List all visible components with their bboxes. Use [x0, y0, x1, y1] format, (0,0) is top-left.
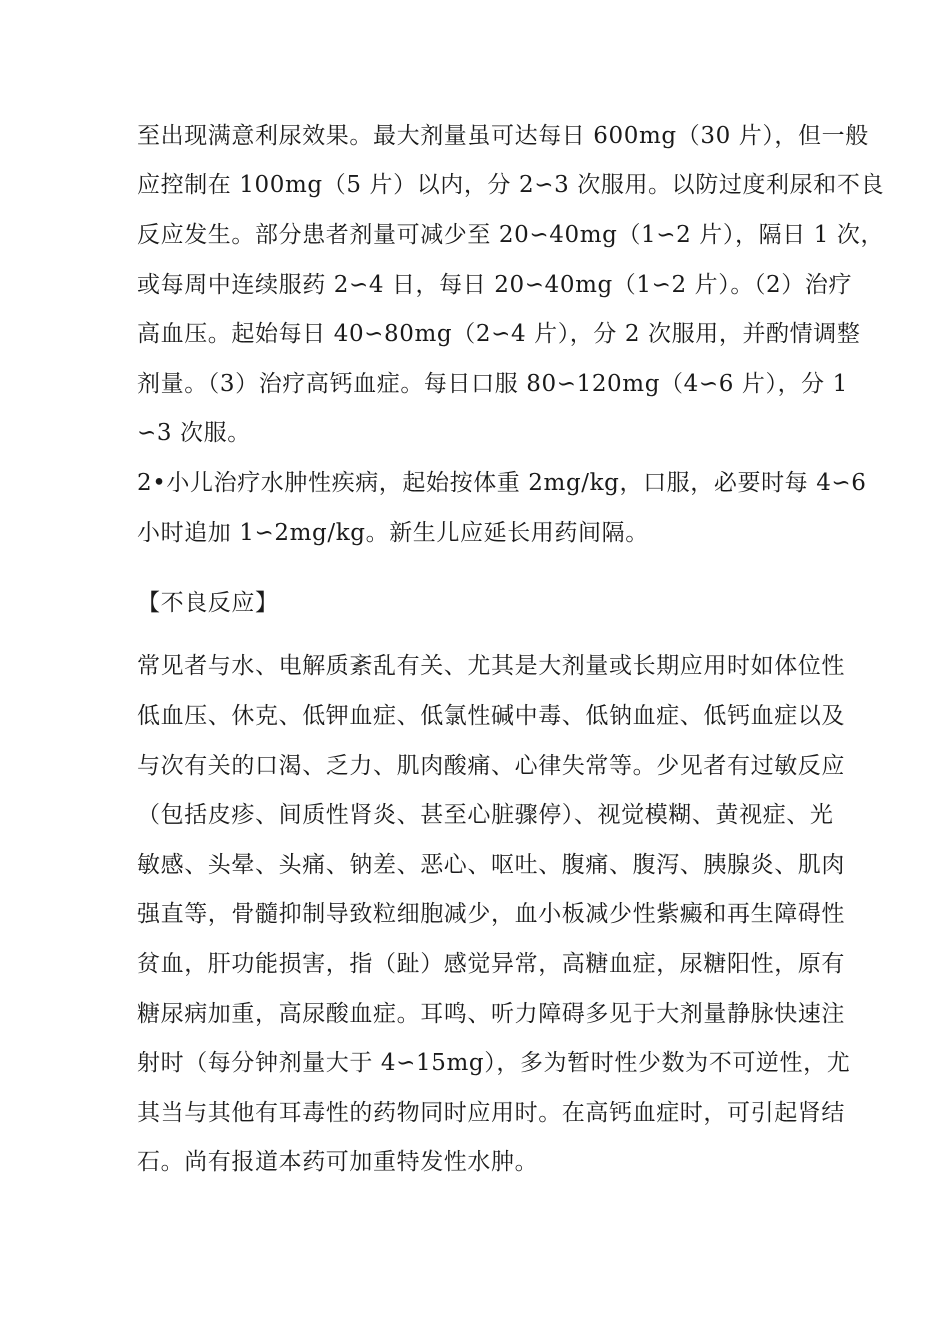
adverse-line-2: 低血压、休克、低钾血症、低氯性碱中毒、低钠血症、低钙血症以及 — [137, 703, 845, 729]
dosage-line-5: 高血压。起始每日 40∽80mg（2∽4 片），分 2 次服用，并酌情调整 — [137, 321, 861, 347]
adverse-reactions-heading: 【不良反应】 — [137, 590, 279, 616]
dosage-line-2: 应控制在 100mg（5 片）以内，分 2∽3 次服用。以防过度利尿和不良 — [137, 172, 885, 198]
adverse-line-5: 敏感、头晕、头痛、钠差、恶心、呕吐、腹痛、腹泻、胰腺炎、肌肉 — [137, 852, 845, 878]
adverse-line-3: 与次有关的口渴、乏力、肌肉酸痛、心律失常等。少见者有过敏反应 — [137, 753, 845, 779]
adverse-line-1: 常见者与水、电解质紊乱有关、尤其是大剂量或长期应用时如体位性 — [137, 653, 845, 679]
dosage-line-7: ∽3 次服。 — [137, 420, 251, 446]
dosage-line-4: 或每周中连续服药 2∽4 日，每日 20∽40mg（1∽2 片）。（2）治疗 — [137, 272, 853, 298]
dosage-line-3: 反应发生。部分患者剂量可减少至 20∽40mg（1∽2 片），隔日 1 次， — [137, 222, 885, 248]
dosage-line-6: 剂量。（3）治疗高钙血症。每日口服 80∽120mg（4∽6 片），分 1 — [137, 371, 848, 397]
adverse-line-4: （包括皮疹、间质性肾炎、甚至心脏骤停）、视觉模糊、黄视症、光 — [137, 802, 834, 828]
adverse-line-9: 射时（每分钟剂量大于 4∽15mg），多为暂时性少数为不可逆性，尤 — [137, 1050, 851, 1076]
adverse-line-10: 其当与其他有耳毒性的药物同时应用时。在高钙血症时，可引起肾结 — [137, 1100, 845, 1126]
adverse-line-6: 强直等，骨髓抑制导致粒细胞减少，血小板减少性紫癜和再生障碍性 — [137, 901, 845, 927]
adverse-line-8: 糖尿病加重，高尿酸血症。耳鸣、听力障碍多见于大剂量静脉快速注 — [137, 1001, 845, 1027]
dosage-line-1: 至出现满意利尿效果。最大剂量虽可达每日 600mg（30 片），但一般 — [137, 123, 869, 149]
adverse-line-7: 贫血，肝功能损害，指（趾）感觉异常，高糖血症，尿糖阳性，原有 — [137, 951, 845, 977]
adverse-line-11: 石。尚有报道本药可加重特发性水肿。 — [137, 1149, 539, 1175]
pediatric-line-1: 2•小儿治疗水肿性疾病，起始按体重 2mg/kg，口服，必要时每 4∽6 — [137, 470, 867, 496]
pediatric-line-2: 小时追加 1∽2mg/kg。新生儿应延长用药间隔。 — [137, 520, 649, 546]
